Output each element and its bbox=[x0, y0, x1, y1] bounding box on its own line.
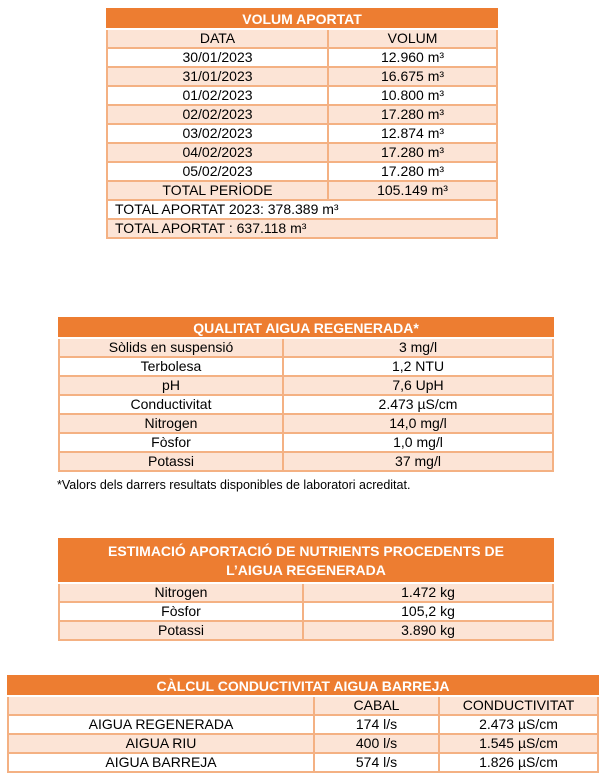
volume-cell: 12.960 m³ bbox=[328, 48, 497, 67]
table-row bbox=[59, 395, 553, 414]
conductivitat-value: 1.545 µS/cm bbox=[439, 734, 598, 753]
table-row bbox=[107, 105, 497, 124]
param-value: 7,6 UpH bbox=[283, 376, 553, 395]
param-value: 2.473 µS/cm bbox=[283, 395, 553, 414]
total-2023-cell: TOTAL APORTAT 2023: 378.389 m³ bbox=[107, 200, 497, 219]
empty-header-cell bbox=[8, 696, 314, 715]
cabal-value: 574 l/s bbox=[314, 753, 439, 772]
cabal-value: 174 l/s bbox=[314, 715, 439, 734]
param-label: Potassi bbox=[59, 452, 283, 471]
nutrient-label: Potassi bbox=[59, 621, 303, 640]
volume-cell: 12.874 m³ bbox=[328, 124, 497, 143]
param-label: pH bbox=[59, 376, 283, 395]
table-title-row bbox=[107, 9, 497, 29]
conductivitat-value: 2.473 µS/cm bbox=[439, 715, 598, 734]
table-row bbox=[59, 433, 553, 452]
water-type-label: AIGUA REGENERADA bbox=[8, 715, 314, 734]
table-row bbox=[59, 338, 553, 357]
date-cell: 01/02/2023 bbox=[107, 86, 328, 105]
nutrient-value: 3.890 kg bbox=[303, 621, 553, 640]
water-type-label: AIGUA RIU bbox=[8, 734, 314, 753]
conductivitat-value: 1.826 µS/cm bbox=[439, 753, 598, 772]
nutrient-label: Nitrogen bbox=[59, 583, 303, 602]
param-label: Nitrogen bbox=[59, 414, 283, 433]
column-header-data: DATA bbox=[107, 29, 328, 48]
table-title-row bbox=[59, 539, 553, 583]
table-row bbox=[107, 67, 497, 86]
date-cell: 03/02/2023 bbox=[107, 124, 328, 143]
volum-table-title: VOLUM APORTAT bbox=[107, 9, 497, 29]
qualitat-aigua-table bbox=[58, 317, 554, 472]
param-label: Conductivitat bbox=[59, 395, 283, 414]
volume-cell: 17.280 m³ bbox=[328, 105, 497, 124]
cabal-value: 400 l/s bbox=[314, 734, 439, 753]
table-row bbox=[59, 357, 553, 376]
total-2023-row bbox=[107, 200, 497, 219]
nutrient-value: 1.472 kg bbox=[303, 583, 553, 602]
total-periode-value: 105.149 m³ bbox=[328, 181, 497, 200]
table-row bbox=[107, 124, 497, 143]
nutrient-value: 105,2 kg bbox=[303, 602, 553, 621]
table-row bbox=[59, 621, 553, 640]
param-value: 14,0 mg/l bbox=[283, 414, 553, 433]
date-cell: 31/01/2023 bbox=[107, 67, 328, 86]
qualitat-table-title: QUALITAT AIGUA REGENERADA* bbox=[59, 318, 553, 338]
total-periode-row bbox=[107, 181, 497, 200]
nutrients-table-title bbox=[59, 539, 553, 583]
title-line-2: L’AIGUA REGENERADA bbox=[226, 562, 386, 578]
param-label: Fòsfor bbox=[59, 433, 283, 452]
table-row bbox=[59, 583, 553, 602]
table-title-row bbox=[8, 676, 598, 696]
lab-footnote: *Valors dels darrers resultats disponibles de laboratori acreditat. bbox=[57, 478, 411, 492]
table-row bbox=[8, 715, 598, 734]
table-row bbox=[59, 376, 553, 395]
volum-aportat-table bbox=[106, 8, 498, 239]
column-header-conductivitat: CONDUCTIVITAT bbox=[439, 696, 598, 715]
barreja-table-title: CÀLCUL CONDUCTIVITAT AIGUA BARREJA bbox=[8, 676, 598, 696]
param-value: 1,0 mg/l bbox=[283, 433, 553, 452]
table-row bbox=[59, 602, 553, 621]
column-header-volum: VOLUM bbox=[328, 29, 497, 48]
param-value: 37 mg/l bbox=[283, 452, 553, 471]
volume-cell: 16.675 m³ bbox=[328, 67, 497, 86]
column-header-row bbox=[8, 696, 598, 715]
conductivitat-barreja-table bbox=[7, 675, 599, 773]
total-overall-cell: TOTAL APORTAT : 637.118 m³ bbox=[107, 219, 497, 238]
table-row bbox=[59, 452, 553, 471]
table-row bbox=[107, 48, 497, 67]
column-header-cabal: CABAL bbox=[314, 696, 439, 715]
param-label: Sòlids en suspensió bbox=[59, 338, 283, 357]
date-cell: 02/02/2023 bbox=[107, 105, 328, 124]
param-value: 1,2 NTU bbox=[283, 357, 553, 376]
total-periode-label: TOTAL PERİODE bbox=[107, 181, 328, 200]
title-line-1: ESTIMACIÓ APORTACIÓ DE NUTRIENTS PROCEDENTS DE bbox=[108, 543, 504, 559]
table-row bbox=[8, 753, 598, 772]
param-value: 3 mg/l bbox=[283, 338, 553, 357]
nutrient-label: Fòsfor bbox=[59, 602, 303, 621]
column-header-row bbox=[107, 29, 497, 48]
date-cell: 05/02/2023 bbox=[107, 162, 328, 181]
table-row bbox=[8, 734, 598, 753]
nutrients-table bbox=[58, 538, 554, 641]
water-type-label: AIGUA BARREJA bbox=[8, 753, 314, 772]
table-row bbox=[107, 143, 497, 162]
volume-cell: 17.280 m³ bbox=[328, 143, 497, 162]
date-cell: 04/02/2023 bbox=[107, 143, 328, 162]
table-row bbox=[107, 162, 497, 181]
param-label: Terbolesa bbox=[59, 357, 283, 376]
total-overall-row bbox=[107, 219, 497, 238]
date-cell: 30/01/2023 bbox=[107, 48, 328, 67]
table-row bbox=[59, 414, 553, 433]
table-row bbox=[107, 86, 497, 105]
table-title-row bbox=[59, 318, 553, 338]
volume-cell: 17.280 m³ bbox=[328, 162, 497, 181]
volume-cell: 10.800 m³ bbox=[328, 86, 497, 105]
